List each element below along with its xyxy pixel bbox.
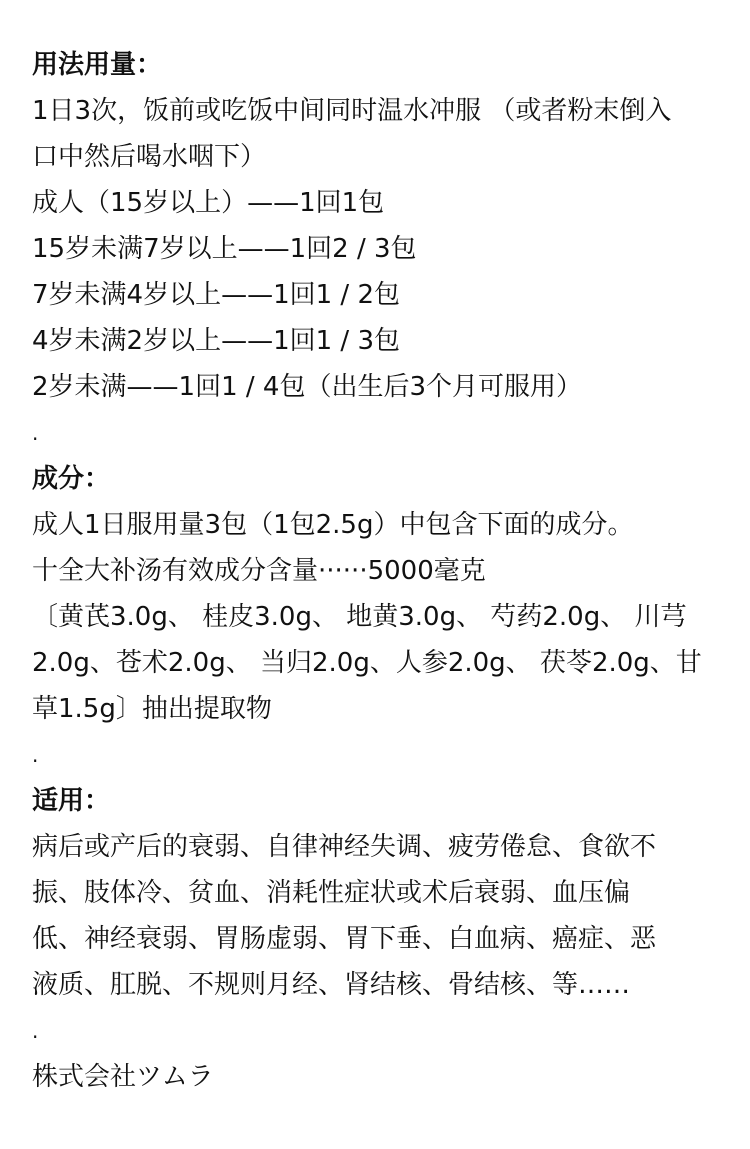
ingredients-line: 成人1日服用量3包（1包2.5g）中包含下面的成分。: [32, 510, 634, 540]
indications-line: 液质、肛脱、不规则月经、肾结核、骨结核、等……: [32, 970, 631, 1000]
usage-line: 7岁未满4岁以上——1回1 / 2包: [32, 280, 400, 310]
usage-line: 口中然后喝水咽下）: [32, 142, 267, 172]
ingredients-line: 〔黄芪3.0g、 桂皮3.0g、 地黄3.0g、 芍药2.0g、 川芎: [32, 602, 687, 632]
section-separator: .: [32, 421, 39, 445]
usage-line: 1日3次，饭前或吃饭中间同时温水冲服 （或者粉末倒入: [32, 96, 672, 126]
document-body: [32, 42, 732, 1100]
indications-line: 振、肢体冷、贫血、消耗性症状或术后衰弱、血压偏: [32, 878, 631, 908]
indications-line: 病后或产后的衰弱、自律神经失调、疲劳倦怠、食欲不: [32, 832, 657, 862]
usage-line: 4岁未满2岁以上——1回1 / 3包: [32, 326, 400, 356]
indications-line: 低、神经衰弱、胃肠虚弱、胃下垂、白血病、癌症、恶: [32, 924, 657, 954]
ingredients-line: 草1.5g〕抽出提取物: [32, 694, 272, 724]
ingredients-line: 2.0g、苍术2.0g、 当归2.0g、人参2.0g、 茯苓2.0g、甘: [32, 648, 702, 678]
ingredients-line: 十全大补汤有效成分含量······5000毫克: [32, 556, 486, 586]
ingredients-section: [32, 456, 732, 778]
usage-line: 2岁未满——1回1 / 4包（出生后3个月可服用）: [32, 372, 582, 402]
company-name: 株式会社ツムラ: [32, 1062, 214, 1092]
usage-section: [32, 42, 732, 456]
indications-heading: 适用：: [32, 786, 111, 816]
section-separator: .: [32, 1019, 39, 1043]
usage-heading: 用法用量：: [32, 50, 163, 80]
ingredients-heading: 成分：: [32, 464, 111, 494]
usage-line: 成人（15岁以上）——1回1包: [32, 188, 385, 218]
indications-section: [32, 778, 732, 1054]
usage-line: 15岁未满7岁以上——1回2 / 3包: [32, 234, 417, 264]
section-separator: .: [32, 743, 39, 767]
